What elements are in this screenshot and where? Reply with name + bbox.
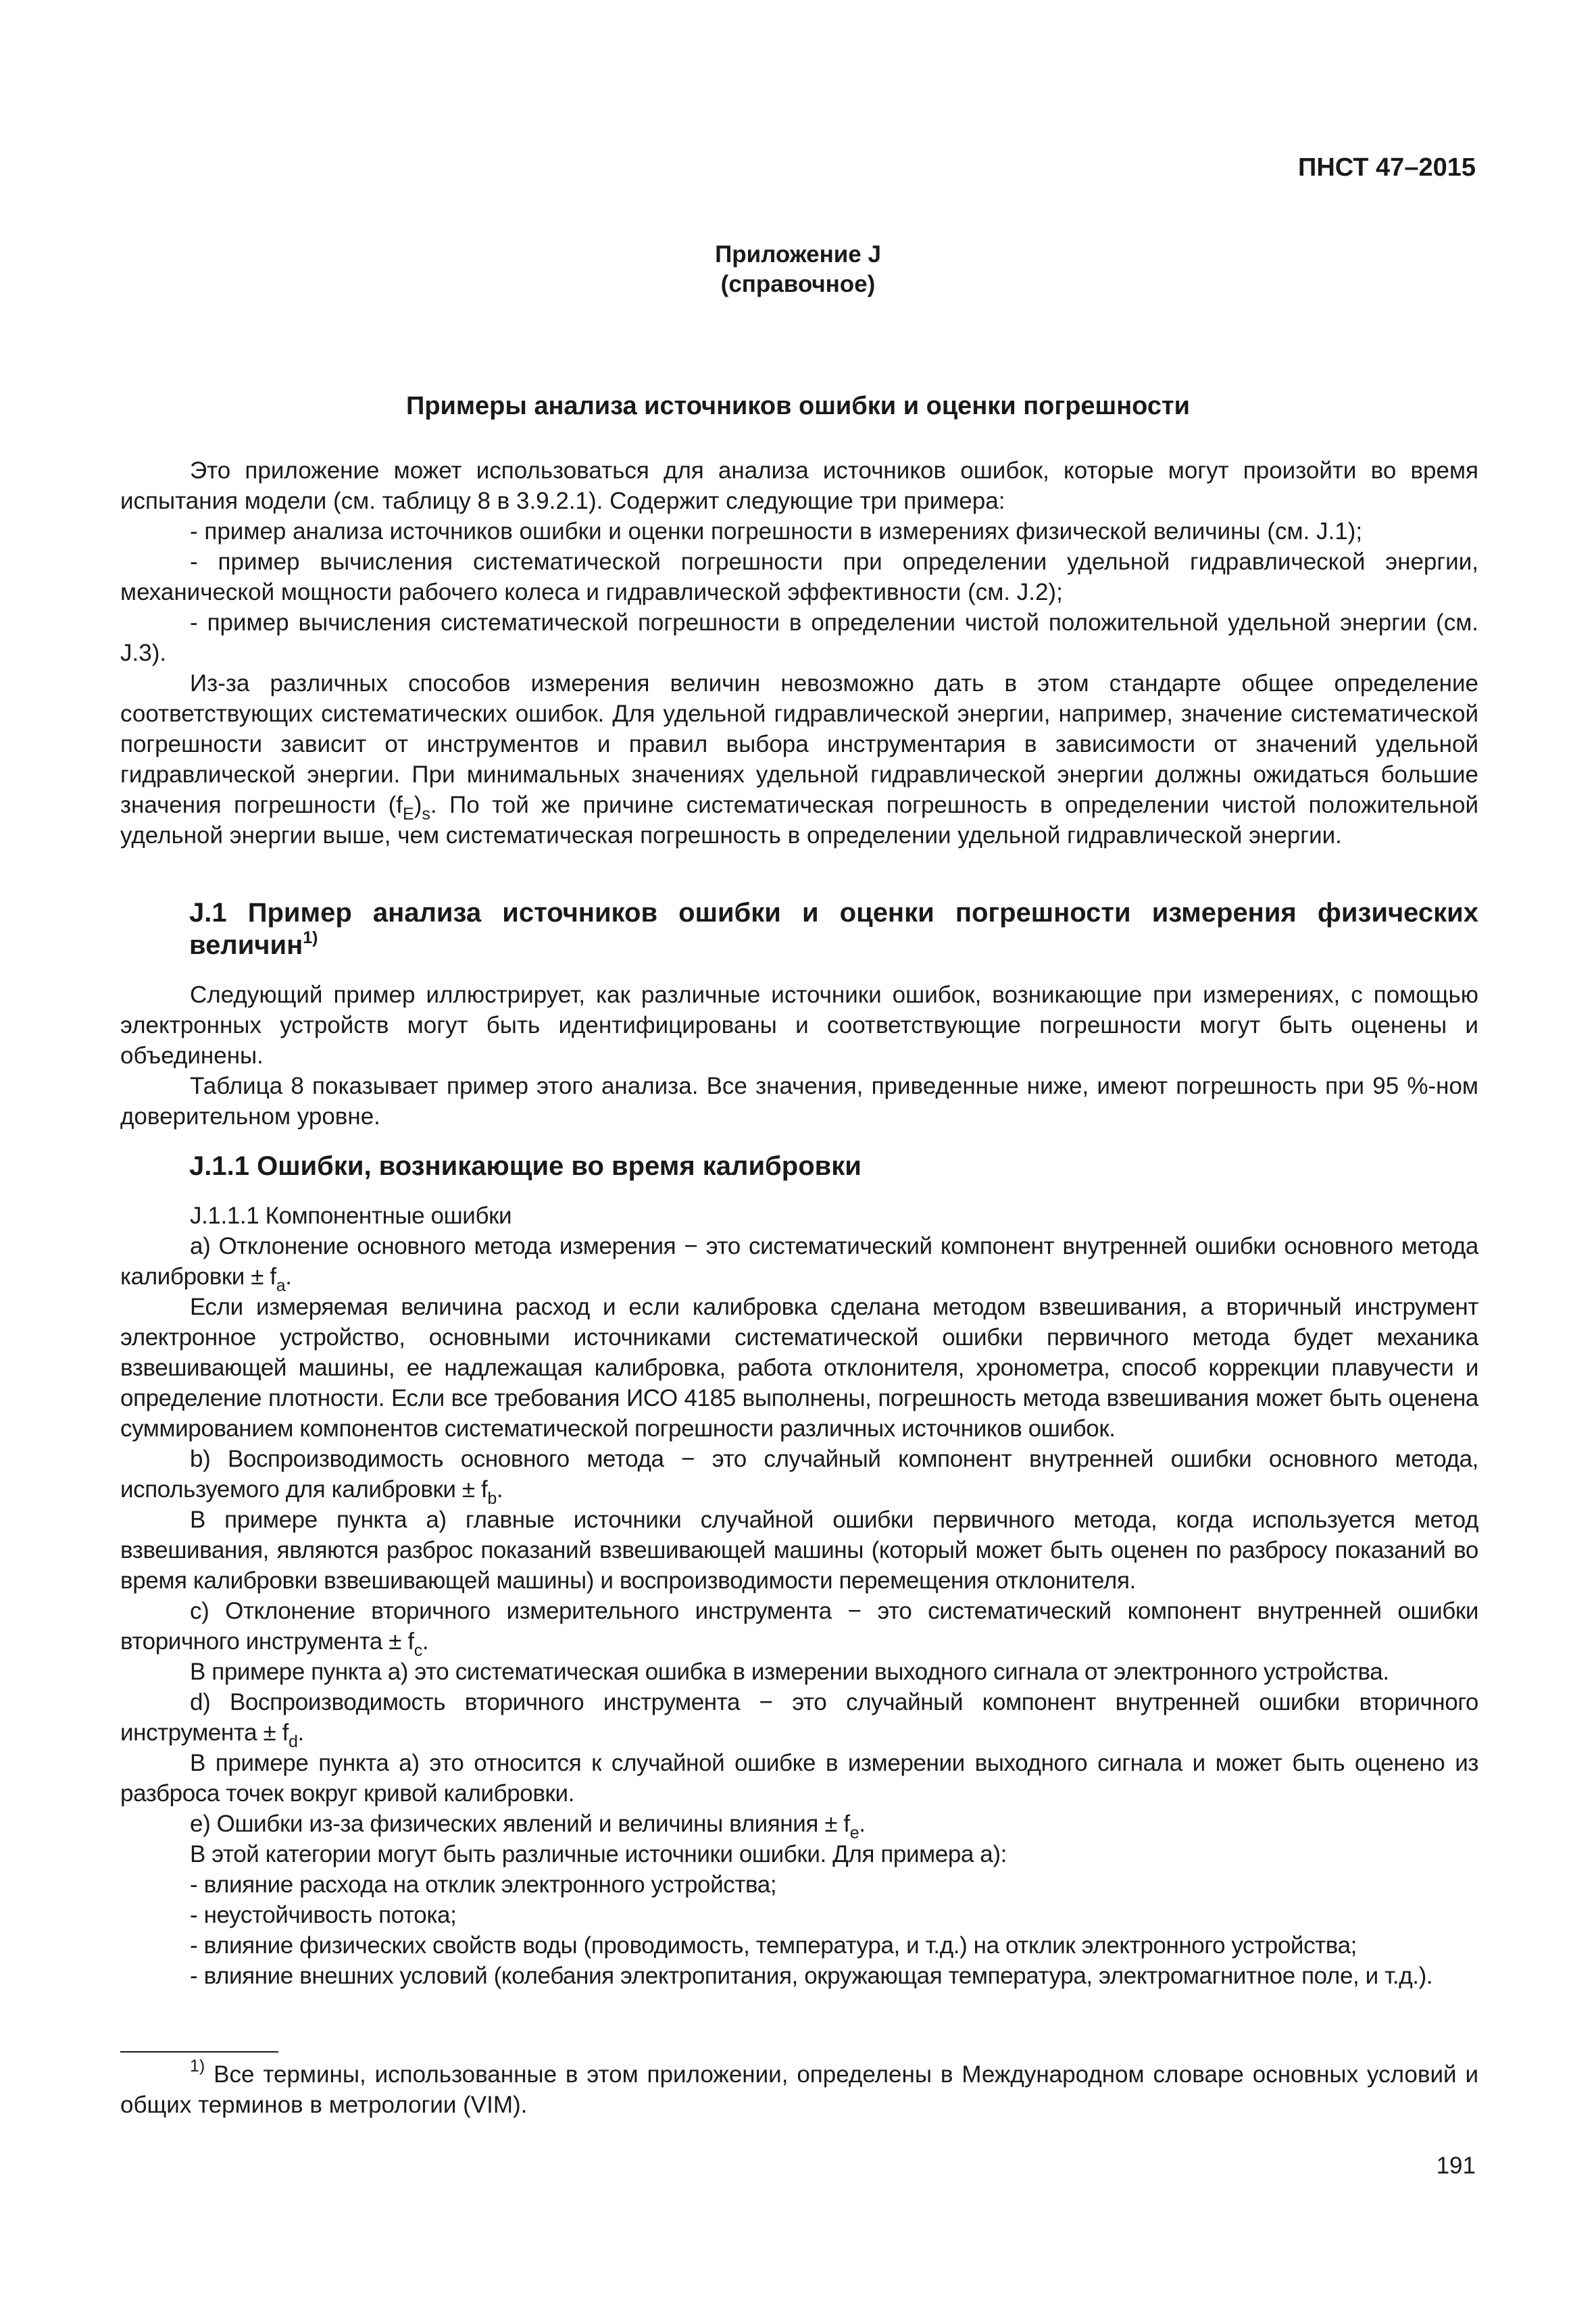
footnote [120,2059,1478,2120]
footnote-ref: 1) [303,928,318,947]
footnote-text: $^{1)}$ Все термины, использованные в этом приложении, определены в Международном словаре основных условий и общих терминов в метрологии (VIM). [120,2057,1478,2118]
item-c-text: В примере пункта а) это систематическая ошибка в измерении выходного сигнала от электронного устройства. [190,1659,1389,1685]
item-d: d) Воспроизводимость вторичного инструмента − это случайный компонент внутренней ошибки вторичного инструмента ± $f_d$. [120,1689,1478,1751]
list-item: - неустойчивость потока; [190,1902,457,1928]
section-heading-j11: J.1.1 Ошибки, возникающие во время калибровки [189,1151,862,1181]
item-e: е) Ошибки из-за физических явлений и величины влияния ± $f_e$. [190,1811,866,1842]
item-b: b) Воспроизводимость основного метода − это случайный компонент внутренней ошибки основного метода, используемого для калибровки ± $f_b$. [120,1446,1478,1508]
intro-list-item: - пример вычисления систематической погрешности в определении чистой положительной удельной энергии (см. J.3). [120,609,1478,666]
list-item: - влияние физических свойств воды (проводимость, температура, и т.д.) на отклик электронного устройства; [190,1932,1357,1959]
footnote-marker: 1) [190,2057,205,2076]
list-item: - влияние внешних условий (колебания электропитания, окружающая температура, электромагнитное поле, и т.д.). [190,1963,1433,1989]
item-a: а) Отклонение основного метода измерения − это систематический компонент внутренней ошибки основного метода калибровки ± $f_a$. [120,1233,1478,1295]
appendix-title: Приложение J [715,241,881,268]
item-c: с) Отклонение вторичного измерительного инструмента − это систематический компонент внутренней ошибки вторичного инструмента ± $f_c$. [120,1598,1478,1660]
intro-paragraph-2: Из-за различных способов измерения величин невозможно дать в этом стандарте общее определение соответствующих систематических ошибок. Для удельной гидравлической энергии, например, значение систематической погрешности зависит от инструментов и правил выбора инструментария в зависимости от значений удельной гидравлической энергии. При минимальных значениях удельной гидравлической энергии должны ожидаться большие значения погрешности $(f_E)_s$. По той же причине систематическая погрешность в определении чистой положительной удельной энергии выше, чем систематическая погрешность в определении удельной гидравлической энергии. [120,670,1478,849]
section-j11-body [120,1201,1478,1991]
page-number: 191 [1436,2153,1476,2179]
appendix-subtitle: (справочное) [720,271,876,297]
intro-paragraph: Это приложение может использоваться для анализа источников ошибок, которые могут произойти во время испытания модели (см. таблицу 8 в 3.9.2.1). Содержит следующие три примера: [120,457,1478,514]
section-j1-body [120,980,1478,1132]
section-j1-paragraph: Таблица 8 показывает пример этого анализа. Все значения, приведенные ниже, имеют погрешность при 95 %-ном доверительном уровне. [120,1073,1478,1130]
footnote-divider [120,2051,278,2053]
item-d-text: В примере пункта а) это относится к случайной ошибке в измерении выходного сигнала и может быть оценено из разброса точек вокруг кривой калибровки. [120,1750,1478,1807]
item-b-text: В примере пункта а) главные источники случайной ошибки первичного метода, когда используется метод взвешивания, являются разброс показаний взвешивающей машины (который может быть оценен по разбросу показаний во время калибровки взвешивающей машины) и воспроизводимости перемещения отклонителя. [120,1507,1478,1594]
section-j1-paragraph: Следующий пример иллюстрирует, как различные источники ошибок, возникающие при измерениях, с помощью электронных устройств могут быть идентифицированы и соответствующие погрешности могут быть оценены и объединены. [120,982,1478,1069]
item-a-text: Если измеряемая величина расход и если калибровка сделана методом взвешивания, а вторичный инструмент электронное устройство, основными источниками систематической ошибки первичного метода будет механика взвешивающей машины, ее надлежащая калибровка, работа отклонителя, хронометра, способ коррекции плавучести и определение плотности. Если все требования ИСО 4185 выполнены, погрешность метода взвешивания может быть оценена суммированием компонентов систематической погрешности различных источников ошибок. [120,1294,1478,1442]
section-heading-j1: J.1 Пример анализа источников ошибки и оценки погрешности измерения физических величин$^{1)}$ [189,898,1478,960]
main-title: Примеры анализа источников ошибки и оценки погрешности [406,392,1190,420]
subsection-heading: J.1.1.1 Компонентные ошибки [190,1203,512,1229]
appendix-heading [0,240,1596,299]
item-e-text: В этой категории могут быть различные источники ошибки. Для примера а): [190,1841,1007,1867]
intro-list-item: - пример вычисления систематической погрешности при определении удельной гидравлической энергии, механической мощности рабочего колеса и гидравлической эффективности (см. J.2); [120,549,1478,605]
intro-list-item: - пример анализа источников ошибки и оценки погрешности в измерениях физической величины (см. J.1); [190,518,1363,545]
list-item: - влияние расхода на отклик электронного устройства; [190,1871,777,1898]
document-code: ПНСТ 47–2015 [1298,153,1476,182]
intro-block [120,455,1478,851]
